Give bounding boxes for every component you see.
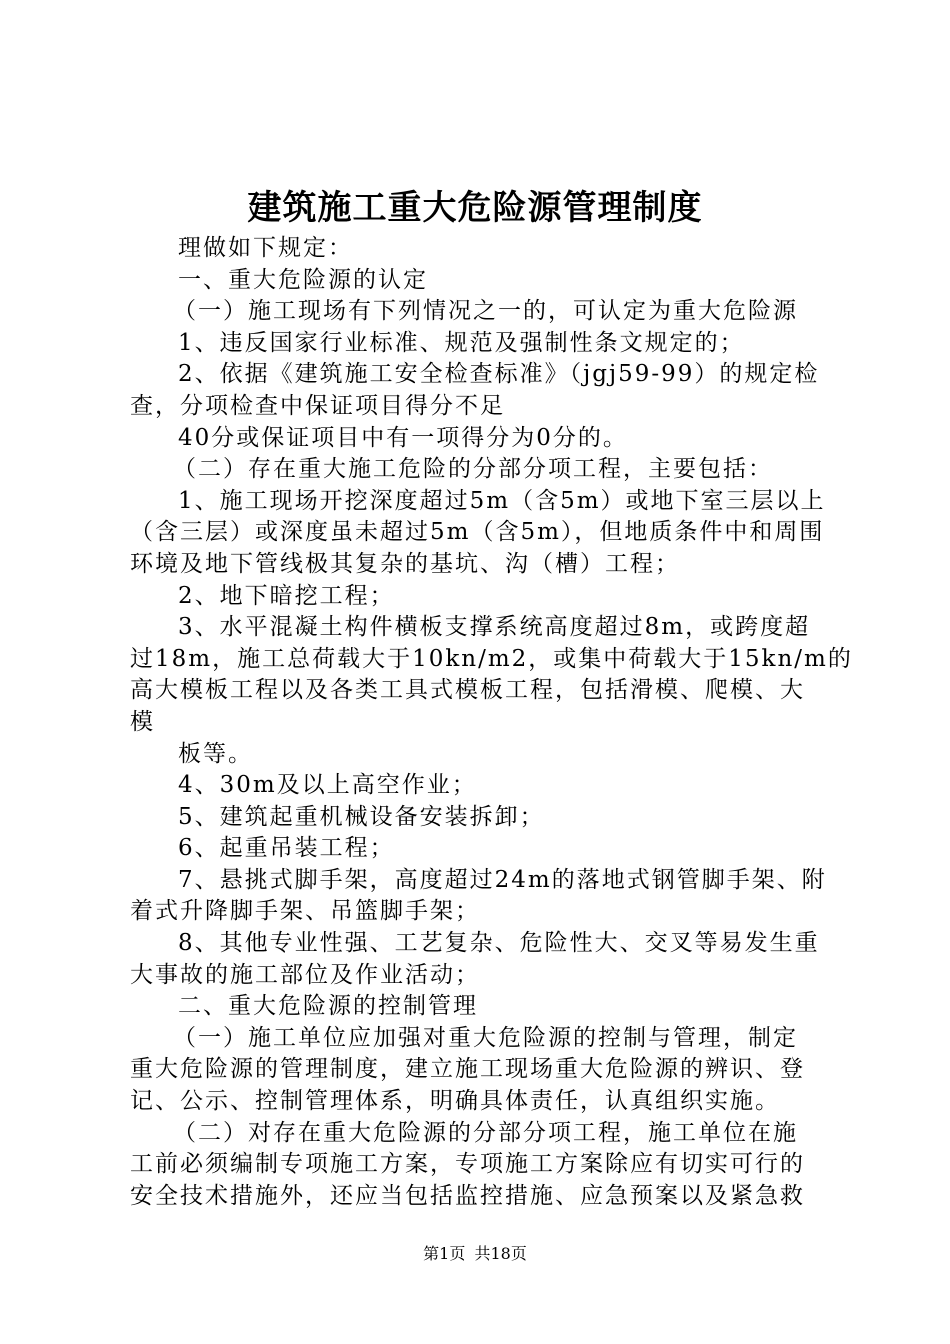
list-item: 1、违反国家行业标准、规范及强制性条文规定的； — [178, 329, 745, 356]
paragraph-line: 理做如下规定： — [178, 235, 353, 261]
list-item: 2、地下暗挖工程； — [178, 582, 395, 609]
subsection-heading: （一）施工现场有下列情况之一的，可认定为重大危险源 — [173, 298, 798, 325]
list-item: 3、水平混凝土构件横板支撑系统高度超过8m，或跨度超 — [178, 614, 811, 641]
list-item: 7、悬挑式脚手架，高度超过24m的落地式钢管脚手架、附 — [178, 866, 827, 893]
paragraph-line: 工前必须编制专项施工方案，专项施工方案除应有切实可行的 — [130, 1151, 805, 1178]
list-item: 1、施工现场开挖深度超过5m（含5m）或地下室三层以上 — [178, 487, 826, 514]
paragraph-line: 高大模板工程以及各类工具式模板工程，包括滑模、爬模、大 — [130, 677, 805, 704]
paragraph-line: 模 — [130, 708, 155, 735]
page-footer — [0, 1243, 950, 1265]
list-item: 5、建筑起重机械设备安装拆卸； — [178, 803, 545, 830]
paragraph-line: 40分或保证项目中有一项得分为0分的。 — [178, 424, 628, 451]
section-heading: 二、重大危险源的控制管理 — [178, 993, 478, 1020]
list-item: 8、其他专业性强、工艺复杂、危险性大、交叉等易发生重 — [178, 930, 820, 957]
document-title: 建筑施工重大危险源管理制度 — [247, 188, 703, 228]
paragraph-line: 查，分项检查中保证项目得分不足 — [130, 392, 505, 419]
paragraph-line: 安全技术措施外，还应当包括监控措施、应急预案以及紧急救 — [130, 1182, 805, 1209]
paragraph-line: 过18m，施工总荷载大于10kn/m2，或集中荷载大于15kn/m的 — [130, 645, 853, 672]
page-number: 第1页 — [423, 1244, 466, 1263]
page-total: 共18页 — [474, 1244, 527, 1263]
section-heading: 一、重大危险源的认定 — [178, 266, 428, 293]
document-body — [130, 233, 853, 1212]
subsection-heading: （一）施工单位应加强对重大危险源的控制与管理，制定 — [173, 1024, 798, 1051]
subsection-heading: （二）存在重大施工危险的分部分项工程，主要包括： — [173, 456, 773, 483]
subsection-heading: （二）对存在重大危险源的分部分项工程，施工单位在施 — [173, 1119, 798, 1146]
paragraph-line: （含三层）或深度虽未超过5m（含5m），但地质条件中和周围 — [130, 519, 825, 546]
paragraph-line: 环境及地下管线极其复杂的基坑、沟（槽）工程； — [130, 550, 680, 577]
list-item: 2、依据《建筑施工安全检查标准》（jgj59-99）的规定检 — [178, 361, 820, 388]
paragraph-line: 板等。 — [178, 740, 253, 767]
paragraph-line: 重大危险源的管理制度，建立施工现场重大危险源的辨识、登 — [130, 1056, 805, 1083]
list-item: 4、30m及以上高空作业； — [178, 772, 477, 799]
paragraph-line: 大事故的施工部位及作业活动； — [130, 961, 480, 988]
list-item: 6、起重吊装工程； — [178, 835, 395, 862]
paragraph-line: 着式升降脚手架、吊篮脚手架； — [130, 898, 480, 925]
paragraph-line: 记、公示、控制管理体系，明确具体责任，认真组织实施。 — [130, 1088, 780, 1115]
